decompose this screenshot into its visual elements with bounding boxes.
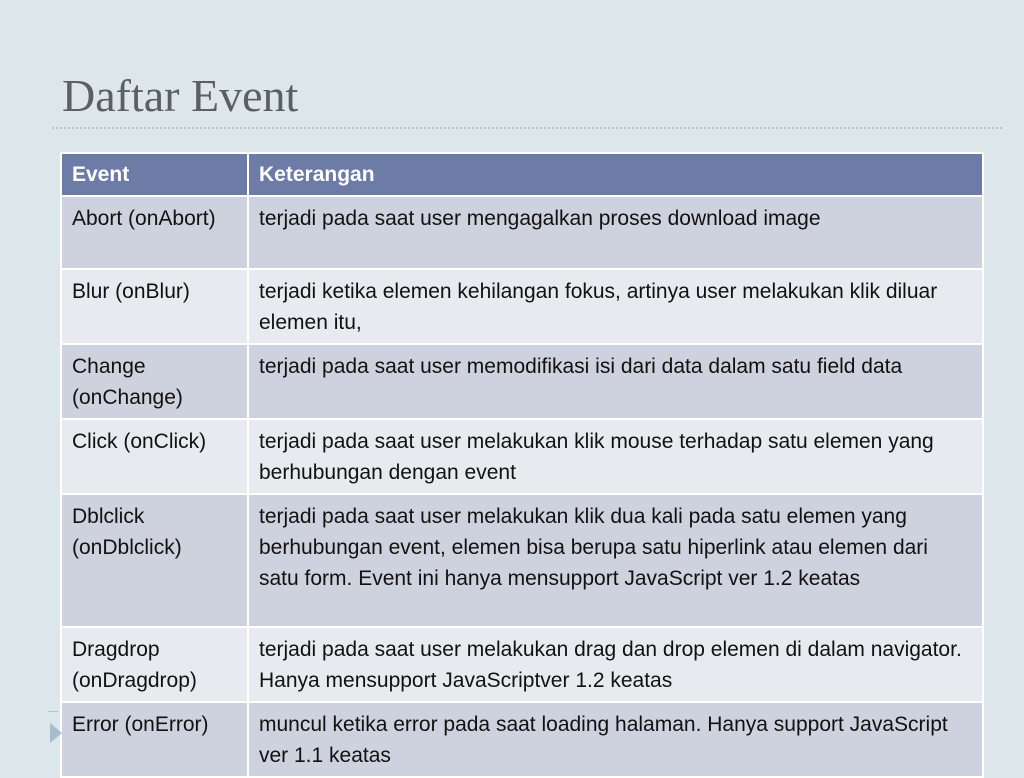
event-cell: Click (onClick) xyxy=(61,419,248,494)
table-row xyxy=(61,494,983,627)
table-row xyxy=(61,702,983,777)
table-header-row xyxy=(61,153,983,196)
event-cell: Error (onError) xyxy=(61,702,248,777)
description-cell: terjadi pada saat user melakukan klik dua kali pada satu elemen yang berhubungan event, elemen bisa berupa satu hiperlink atau elemen dari satu form. Event ini hanya mensupport JavaScript ver 1.2 keatas xyxy=(248,494,983,627)
description-cell: terjadi pada saat user melakukan drag dan drop elemen di dalam navigator. Hanya mensupport JavaScriptver 1.2 keatas xyxy=(248,627,983,702)
event-cell: Dragdrop (onDragdrop) xyxy=(61,627,248,702)
table-row xyxy=(61,269,983,344)
triangle-bullet-icon xyxy=(50,723,62,743)
description-cell: muncul ketika error pada saat loading halaman. Hanya support JavaScript ver 1.1 keatas xyxy=(248,702,983,777)
event-cell: Change (onChange) xyxy=(61,344,248,419)
event-cell: Blur (onBlur) xyxy=(61,269,248,344)
title-divider xyxy=(52,127,1002,129)
table-row xyxy=(61,196,983,269)
event-table xyxy=(60,152,984,778)
description-cell: terjadi ketika elemen kehilangan fokus, artinya user melakukan klik diluar elemen itu, xyxy=(248,269,983,344)
description-cell: terjadi pada saat user memodifikasi isi dari data dalam satu field data xyxy=(248,344,983,419)
table-row xyxy=(61,344,983,419)
event-cell: Abort (onAbort) xyxy=(61,196,248,269)
table-row xyxy=(61,627,983,702)
table-row xyxy=(61,419,983,494)
header-event: Event xyxy=(61,153,248,196)
side-divider xyxy=(48,711,58,712)
slide-title: Daftar Event xyxy=(62,70,299,121)
header-keterangan: Keterangan xyxy=(248,153,983,196)
description-cell: terjadi pada saat user mengagalkan proses download image xyxy=(248,196,983,269)
description-cell: terjadi pada saat user melakukan klik mouse terhadap satu elemen yang berhubungan dengan event xyxy=(248,419,983,494)
event-cell: Dblclick (onDblclick) xyxy=(61,494,248,627)
